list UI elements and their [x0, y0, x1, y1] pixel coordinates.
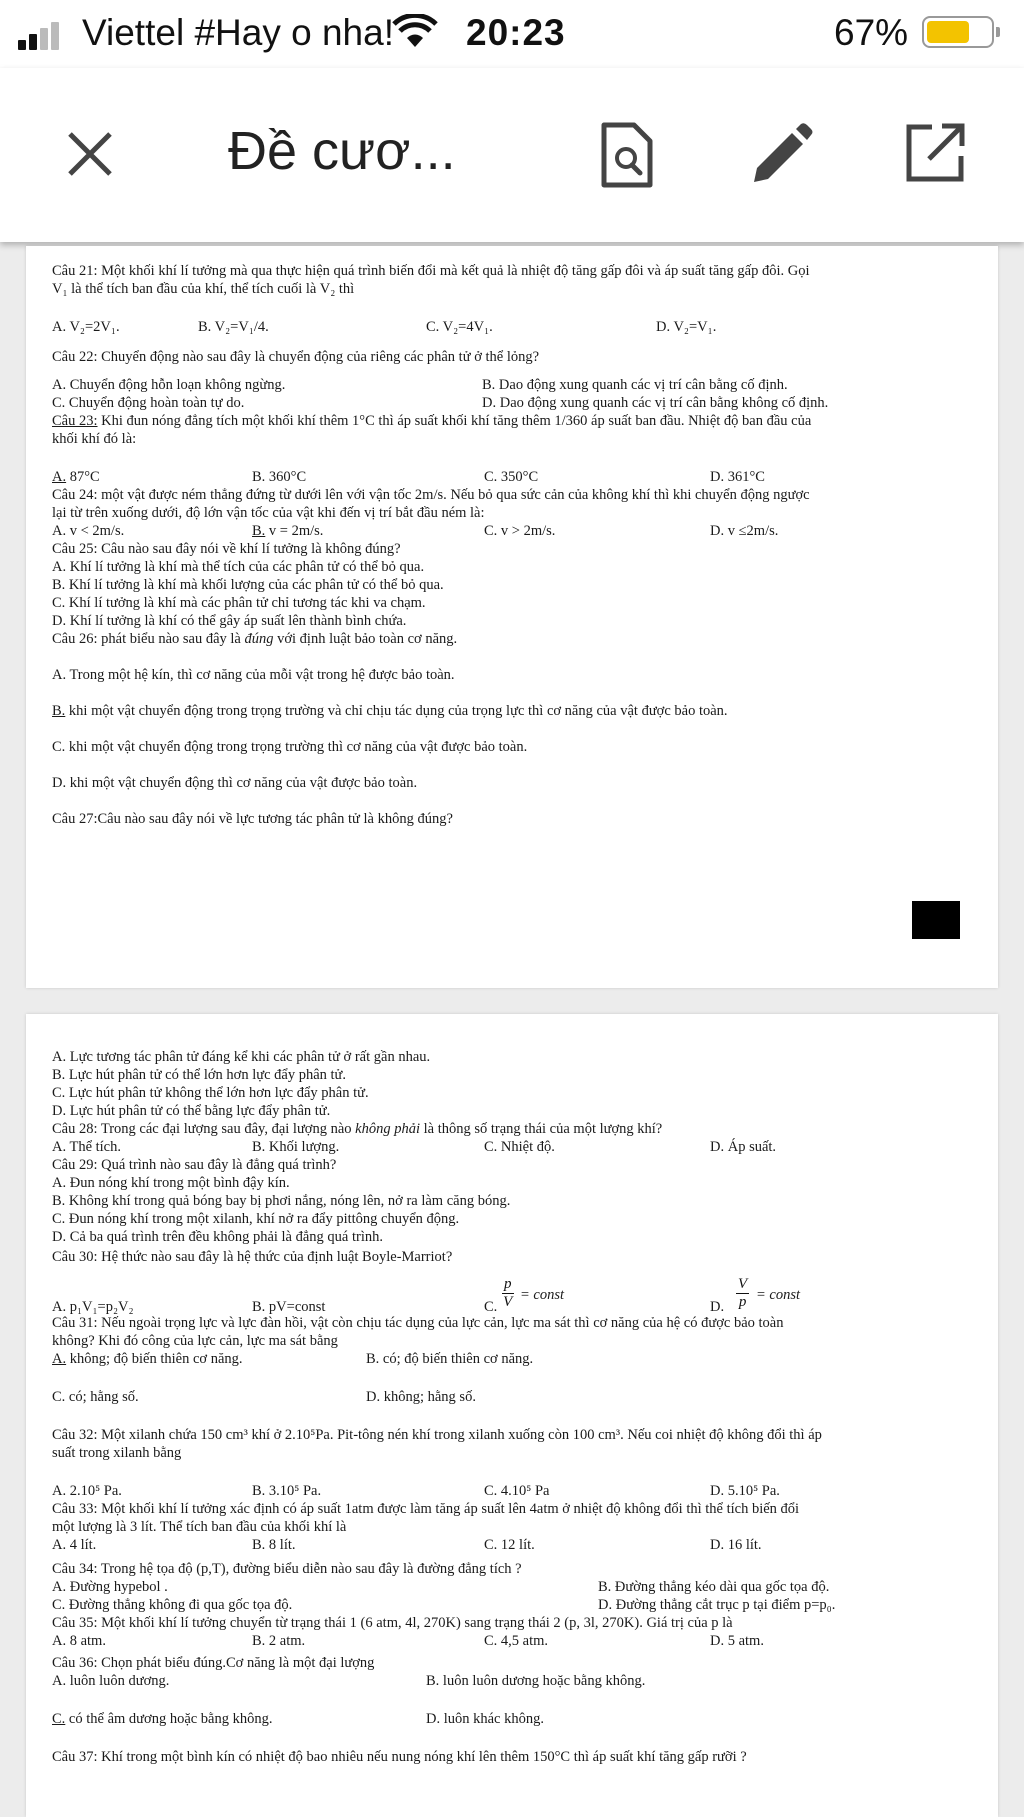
q21-option-c: C. V₂=4V₁. [426, 319, 493, 335]
q30-c-numerator: p [504, 1276, 512, 1292]
q31-option-a-text: không; độ biến thiên cơ năng. [66, 1351, 243, 1367]
carrier-name: Viettel #Hay o nha! [82, 12, 394, 53]
q26-option-b-text: khi một vật chuyển động trong trọng trường và chỉ chịu tác dụng của trọng lực thì cơ năng của vật được bảo toàn. [65, 703, 728, 719]
q28-stem-post: là thông số trạng thái của một lượng khí? [420, 1121, 663, 1137]
q28-option-a: A. Thể tích. [52, 1139, 121, 1155]
q35-stem: Câu 35: Một khối khí lí tưởng chuyển từ trạng thái 1 (6 atm, 4l, 270K) sang trạng thái 2 (p, 3l, 270K). Giá trị của p là [52, 1615, 733, 1631]
status-bar [0, 0, 1024, 68]
q36-option-d: D. luôn khác không. [426, 1711, 544, 1727]
q23-stem [52, 412, 811, 430]
q30-option-d-label: D. [710, 1299, 725, 1315]
q26-stem [52, 630, 457, 648]
q28-option-d: D. Áp suất. [710, 1139, 777, 1155]
q31-stem-cont: không? Khi đó công của lực cản, lực ma sát bằng [52, 1333, 338, 1349]
q30-stem: Câu 30: Hệ thức nào sau đây là hệ thức của định luật Boyle-Marriot? [52, 1249, 453, 1265]
q33-option-a: A. 4 lít. [52, 1537, 97, 1553]
q24-option-b-text: v = 2m/s. [265, 523, 324, 539]
q23-option-b: B. 360°C [252, 469, 307, 485]
q26-option-d: D. khi một vật chuyển động thì cơ năng của vật được bảo toàn. [52, 775, 418, 791]
q33-stem-cont: một lượng là 3 lít. Thể tích ban đầu của khối khí là [52, 1519, 347, 1535]
q32-option-b: B. 3.10⁵ Pa. [252, 1483, 322, 1499]
q32-option-d: D. 5.10⁵ Pa. [710, 1483, 780, 1499]
q25-option-d: D. Khí lí tưởng là khí có thể gây áp suất lên thành bình chứa. [52, 613, 407, 629]
q25-option-c: C. Khí lí tưởng là khí mà các phân tử chỉ tương tác khi va chạm. [52, 595, 426, 611]
q35-option-d: D. 5 atm. [710, 1633, 764, 1649]
q33-stem: Câu 33: Một khối khí lí tưởng xác định có áp suất 1atm được làm tăng áp suất lên 4atm ở nhiệt độ không đổi thì thể tích biến đổi [52, 1501, 800, 1517]
q32-stem: Câu 32: Một xilanh chứa 150 cm³ khí ở 2.10⁵Pa. Pit-tông nén khí trong xilanh xuống còn 100 cm³. Nếu coi nhiệt độ không đổi thì áp [52, 1427, 822, 1443]
q23-stem-cont: khối khí đó là: [52, 431, 137, 447]
signal-icon [18, 22, 62, 50]
q21-stem-cont: V₁ là thể tích ban đầu của khí, thể tích cuối là V₂ thì [52, 281, 355, 297]
q26-option-a: A. Trong một hệ kín, thì cơ năng của mỗi vật trong hệ được bảo toàn. [52, 667, 455, 683]
q36-option-c-text: có thể âm dương hoặc bằng không. [65, 1711, 273, 1727]
q28-stem-pre: Câu 28: Trong các đại lượng sau đây, đại lượng nào [52, 1121, 356, 1137]
document-title: Đề cươ... [228, 121, 456, 181]
q30-option-a: A. p₁V₁=p₂V₂ [52, 1299, 134, 1315]
q23-option-a-label: A. [52, 469, 67, 485]
q30-option-d-rhs: = const [756, 1287, 801, 1303]
q22-option-d: D. Dao động xung quanh các vị trí cân bằng không cố định. [482, 395, 829, 411]
q26-stem-pre: Câu 26: phát biểu nào sau đây là [52, 631, 245, 647]
q25-option-a: A. Khí lí tưởng là khí mà thể tích của các phân tử có thể bỏ qua. [52, 559, 425, 575]
q32-option-a: A. 2.10⁵ Pa. [52, 1483, 122, 1499]
find-in-page-icon[interactable] [598, 122, 654, 188]
q27-option-c: C. Lực hút phân tử không thể lớn hơn lực đẩy phân tử. [52, 1085, 369, 1101]
q23-option-a-text: 87°C [66, 469, 100, 485]
q24-option-c: C. v > 2m/s. [484, 523, 556, 539]
battery-icon [922, 16, 994, 48]
q32-option-c: C. 4.10⁵ Pa [484, 1483, 550, 1499]
open-external-icon[interactable] [904, 122, 966, 184]
q25-option-b: B. Khí lí tưởng là khí mà khối lượng của các phân tử có thể bỏ qua. [52, 577, 444, 593]
wifi-icon [392, 14, 438, 50]
q27-option-b: B. Lực hút phân tử có thể lớn hơn lực đẩy phân tử. [52, 1067, 347, 1083]
q31-stem: Câu 31: Nếu ngoài trọng lực và lực đàn hồi, vật còn chịu tác dụng của lực cản, lực ma sát thì cơ năng của hệ có được bảo toàn [52, 1315, 784, 1331]
document-page-1[interactable] [26, 246, 998, 988]
q27-stem: Câu 27:Câu nào sau đây nói về lực tương tác phân tử là không đúng? [52, 811, 453, 827]
q29-option-c: C. Đun nóng khí trong một xilanh, khí nở ra đẩy pittông chuyển động. [52, 1211, 460, 1227]
q24-option-d: D. v ≤2m/s. [710, 523, 779, 539]
q34-option-c: C. Đường thẳng không đi qua gốc tọa độ. [52, 1597, 293, 1613]
q24-option-a: A. v < 2m/s. [52, 523, 125, 539]
edit-pencil-icon[interactable] [748, 122, 814, 188]
q22-stem: Câu 22: Chuyển động nào sau đây là chuyển động của riêng các phân tử ở thể lỏng? [52, 349, 540, 365]
q26-option-c: C. khi một vật chuyển động trong trọng trường thì cơ năng của vật được bảo toàn. [52, 739, 528, 755]
q30-d-denominator: p [738, 1294, 747, 1310]
q34-stem: Câu 34: Trong hệ tọa độ (p,T), đường biểu diễn nào sau đây là đường đẳng tích ? [52, 1561, 522, 1577]
q35-option-b: B. 2 atm. [252, 1633, 306, 1649]
document-page-2[interactable] [26, 1014, 998, 1817]
q27-option-d: D. Lực hút phân tử có thể bằng lực đẩy phân tử. [52, 1103, 331, 1119]
q36-option-b: B. luôn luôn dương hoặc bằng không. [426, 1673, 646, 1689]
q29-option-d: D. Cả ba quá trình trên đều không phải là đẳng quá trình. [52, 1229, 384, 1245]
q28-stem [52, 1120, 662, 1138]
q31-option-b: B. có; độ biến thiên cơ năng. [366, 1351, 534, 1367]
q22-option-a: A. Chuyển động hỗn loạn không ngừng. [52, 377, 286, 393]
q21-option-d: D. V₂=V₁. [656, 319, 717, 335]
q36-stem: Câu 36: Chọn phát biểu đúng.Cơ năng là một đại lượng [52, 1655, 375, 1671]
q26-stem-em: đúng [244, 631, 274, 647]
q23-stem-text: Khi đun nóng đẳng tích một khối khí thêm 1°C thì áp suất khối khí tăng thêm 1/360 áp suất ban đầu. Nhiệt độ ban đầu của [97, 413, 812, 429]
q30-c-denominator: V [503, 1294, 513, 1310]
q24-option-b-label: B. [252, 523, 266, 539]
q31-option-a-label: A. [52, 1351, 67, 1367]
q23-label: Câu 23: [52, 413, 98, 429]
q31-option-d: D. không; hằng số. [366, 1389, 476, 1405]
q36-option-c-label: C. [52, 1711, 66, 1727]
q29-option-b: B. Không khí trong quả bóng bay bị phơi nắng, nóng lên, nở ra làm căng bóng. [52, 1193, 511, 1209]
q30-option-b: B. pV=const [252, 1299, 326, 1315]
q24-stem-cont: lại từ trên xuống dưới, độ lớn vận tốc của vật khi đến vị trí bắt đầu ném là: [52, 505, 485, 521]
q22-option-b: B. Dao động xung quanh các vị trí cân bằng cố định. [482, 377, 788, 393]
q30-option-c-fraction [502, 1276, 514, 1311]
q26-stem-post: với định luật bảo toàn cơ năng. [273, 631, 458, 647]
q34-option-a: A. Đường hypebol . [52, 1579, 168, 1595]
q22-option-c: C. Chuyển động hoàn toàn tự do. [52, 395, 245, 411]
q23-option-c: C. 350°C [484, 469, 539, 485]
q33-option-c: C. 12 lít. [484, 1537, 535, 1553]
q24-option-b [252, 522, 323, 540]
q31-option-c: C. có; hằng số. [52, 1389, 139, 1405]
battery-percent: 67% [834, 12, 909, 53]
q28-option-b: B. Khối lượng. [252, 1139, 340, 1155]
q23-option-d: D. 361°C [710, 469, 765, 485]
q35-option-a: A. 8 atm. [52, 1633, 106, 1649]
q30-d-numerator: V [738, 1276, 748, 1292]
q25-stem: Câu 25: Câu nào sau đây nói về khí lí tưởng là không đúng? [52, 541, 401, 557]
q32-stem-cont: suất trong xilanh bằng [52, 1445, 182, 1461]
q29-stem: Câu 29: Quá trình nào sau đây là đẳng quá trình? [52, 1157, 337, 1173]
q29-option-a: A. Đun nóng khí trong một bình đậy kín. [52, 1175, 290, 1191]
q31-option-a [52, 1350, 243, 1368]
q33-option-b: B. 8 lít. [252, 1537, 296, 1553]
viewer-toolbar [0, 68, 1024, 242]
q28-stem-em: không phải [355, 1121, 420, 1137]
q26-option-b-label: B. [52, 703, 66, 719]
q24-stem: Câu 24: một vật được ném thẳng đứng từ dưới lên với vận tốc 2m/s. Nếu bỏ qua sức cản của không khí thì khi chuyển động ngược [52, 487, 810, 503]
q21-stem: Câu 21: Một khối khí lí tưởng mà qua thực hiện quá trình biến đổi mà kết quả là nhiệt độ tăng gấp đôi và áp suất tăng gấp đôi. Gọi [52, 263, 810, 279]
close-icon[interactable] [60, 124, 120, 184]
q26-option-b [52, 702, 728, 720]
black-marker-block [912, 901, 960, 939]
q35-option-c: C. 4,5 atm. [484, 1633, 549, 1649]
q37-stem: Câu 37: Khí trong một bình kín có nhiệt độ bao nhiêu nếu nung nóng khí lên thêm 150°C thì áp suất khí tăng gấp rưỡi ? [52, 1749, 747, 1765]
q36-option-c [52, 1710, 273, 1728]
q34-option-b: B. Đường thẳng kéo dài qua gốc tọa độ. [598, 1579, 830, 1595]
q30-option-d-fraction [736, 1276, 749, 1311]
q33-option-d: D. 16 lít. [710, 1537, 762, 1553]
q36-option-a: A. luôn luôn dương. [52, 1673, 170, 1689]
q21-option-b: B. V₂=V₁/4. [198, 319, 269, 335]
q23-option-a [52, 468, 100, 486]
q21-option-a: A. V₂=2V₁. [52, 319, 120, 335]
q30-option-c-rhs: = const [520, 1287, 565, 1303]
q30-option-c-label: C. [484, 1299, 498, 1315]
q27-option-a: A. Lực tương tác phân tử đáng kể khi các phân tử ở rất gần nhau. [52, 1049, 431, 1065]
q34-option-d: D. Đường thẳng cắt trục p tại điểm p=p₀. [598, 1597, 836, 1613]
q28-option-c: C. Nhiệt độ. [484, 1139, 555, 1155]
clock-time: 20:23 [466, 12, 566, 53]
